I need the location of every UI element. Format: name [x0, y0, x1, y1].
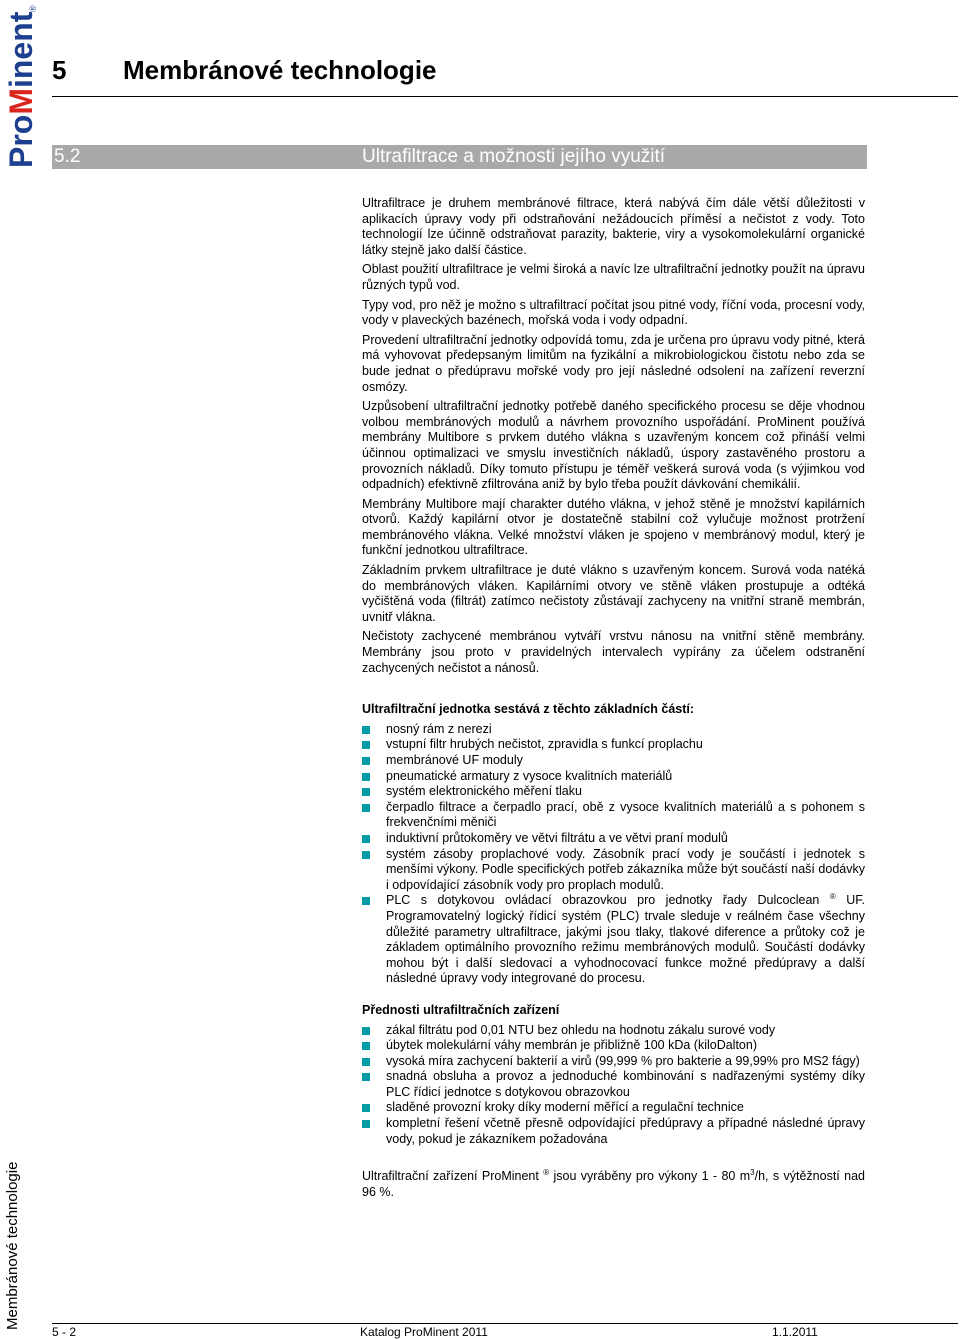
list-item: vstupní filtr hrubých nečistot, zpravidla s funkcí proplachu [362, 737, 865, 753]
square-bullet-icon [362, 773, 370, 781]
list-item: systém zásoby proplachové vody. Zásobník prací vody je součástí i jednotek s menšími výkony. Podle specifických potřeb zákazníka může být součástí naší dodávky i odpovídající zásobník vody pro proplach modulů. [362, 847, 865, 894]
list-item: sladěné provozní kroky díky moderní měřící a regulační technice [362, 1100, 865, 1116]
list-item: PLC s dotykovou ovládací obrazovkou pro jednotky řady Dulcoclean ® UF. Programovatelný logický řídicí systém (PLC) trvale sleduje v reálném čase všechny důležité parametry ultrafiltrace, jakými jsou tlaky, tlakové diference a průtoky což je základem optimálního provozního režimu membránových modulů. Součástí dodávky mohou být i další sledovací a vyhodnocovací funkce možné předúpravy a další následné úpravy vody integrované do procesu. [362, 893, 865, 987]
catalog-name: Katalog ProMinent 2011 [360, 1325, 488, 1339]
section-header-bar [52, 145, 867, 169]
components-list [362, 722, 865, 987]
list-item: pneumatické armatury z vysoce kvalitních materiálů [362, 769, 865, 785]
paragraph: Provedení ultrafiltrační jednotky odpovídá tomu, zda je určena pro úpravu vody pitné, která má vyhovovat předepsaným limitům na fyzikální a mikrobiologickou čistotu nebo zda se bude jednat o předúpravu mořské vody pro její následné odsolení na zařízení reverzní osmózy. [362, 332, 865, 394]
list-item: systém elektronického měření tlaku [362, 784, 865, 800]
prominent-logo [0, 0, 40, 170]
square-bullet-icon [362, 851, 370, 859]
square-bullet-icon [362, 788, 370, 796]
paragraph: Oblast použití ultrafiltrace je velmi široká a navíc lze ultrafiltrační jednotky použít na úpravu různých typů vod. [362, 262, 865, 292]
paragraph: Základním prvkem ultrafiltrace je duté vlákno s uzavřeným koncem. Surová voda natéká do membránových vláken. Kapilárními otvory ve stěně vláken prostupuje a odtéká vyčištěná voda (filtrát) zatímco nečistoty zůstávají zachyceny na vnitřní straně membrán, uvnitř vlákna. [362, 563, 865, 624]
square-bullet-icon [362, 1058, 370, 1066]
advantages-list [362, 1023, 865, 1148]
square-bullet-icon [362, 757, 370, 765]
square-bullet-icon [362, 741, 370, 749]
paragraph: Ultrafiltrace je druhem membránové filtrace, která nabývá čím dále větší důležitosti v aplikacích úpravy vody při odstraňování nežádoucích příměsí a nečistot z vody. Toto technologií lze účinně odstraňovat parazity, bakterie, viry a vysokomolekulární organické látky stejně jako další částice. [362, 196, 865, 257]
paragraph: Typy vod, pro něž je možno s ultrafiltrací počítat jsou pitné vody, říční voda, procesní vody, vody v plaveckých bazénech, mořská voda i vody odpadní. [362, 297, 865, 328]
square-bullet-icon [362, 1104, 370, 1112]
square-bullet-icon [362, 1120, 370, 1128]
square-bullet-icon [362, 1073, 370, 1081]
list-item: snadná obsluha a provoz a jednoduché kombinování s nadřazenými systémy díky PLC řídicí jednotce s dotykovou obrazovkou [362, 1069, 865, 1100]
paragraph: Uzpůsobení ultrafiltrační jednotky potřebě daného specifického procesu se děje vhodnou volbou membránových modulů a návrhem provozního uspořádání. ProMinent používá membrány Multibore s prvkem dutého vlákna s uzavřeným koncem což přináší velmi účinnou optimalizaci ve smyslu investičních nákladů, úspory zastavěného prostoru a provozních nákladů. Díky tomuto přístupu je téměř veškerá surová voda (s výjimkou vod odpadních) efektivně zfiltrována aniž by bylo třeba použít dávkování chemikálií. [362, 399, 865, 492]
paragraph: Membrány Multibore mají charakter dutého vlákna, v jehož stěně je množství kapilárních otvorů. Každý kapilární otvor je dostatečně stabilní což vylučuje možnost protržení membránového vlákna. Velké množství vláken je spojeno v membránový modul, který je funkční jednotkou ultrafiltrace. [362, 496, 865, 558]
chapter-title: Membránové technologie [123, 55, 437, 85]
side-chapter-label: Membránové technologie [4, 1161, 21, 1330]
header-divider [52, 96, 958, 97]
list-item: čerpadlo filtrace a čerpadlo prací, obě z vysoce kvalitních materiálů a s pohonem s frekvenčními měniči [362, 800, 865, 831]
page-number: 5 - 2 [52, 1325, 77, 1339]
list-item: úbytek molekulární váhy membrán je přibližně 100 kDa (kiloDalton) [362, 1038, 865, 1054]
square-bullet-icon [362, 1042, 370, 1050]
list-item: kompletní řešení včetně přesně odpovídající předúpravy a případné následné úpravy vody, pokud je zákazníkem požadována [362, 1116, 865, 1147]
closing-paragraph: Ultrafiltrační zařízení ProMinent ® jsou vyráběny pro výkony 1 - 80 $m^3/h$, s výtěžností nad 96 %. [362, 1168, 865, 1199]
main-content [362, 196, 865, 1204]
paragraph: Nečistoty zachycené membránou vytváří vrstvu nánosu na vnitřní stěně membrány. Membrány jsou proto v pravidelných intervalech vypírány za účelem odstranění zachycených nečistot a nánosů. [362, 629, 865, 675]
square-bullet-icon [362, 804, 370, 812]
advantages-heading: Přednosti ultrafiltračních zařízení [362, 1002, 560, 1017]
square-bullet-icon [362, 897, 370, 905]
catalog-date: 1.1.2011 [772, 1325, 818, 1339]
square-bullet-icon [362, 726, 370, 734]
components-heading: Ultrafiltrační jednotka sestává z těchto základních částí: [362, 702, 695, 717]
svg-text:ProMinent: ProMinent [3, 11, 39, 168]
list-item: induktivní průtokoměry ve větvi filtrátu a ve větvi praní modulů [362, 831, 865, 847]
square-bullet-icon [362, 1027, 370, 1035]
list-item: membránové UF moduly [362, 753, 865, 769]
list-item: vysoká míra zachycení bakterií a virů (99,999 % pro bakterie a 99,99% pro MS2 fágy) [362, 1054, 865, 1070]
list-item: nosný rám z nerezi [362, 722, 865, 738]
chapter-number: 5 [52, 55, 67, 85]
square-bullet-icon [362, 835, 370, 843]
list-item: zákal filtrátu pod 0,01 NTU bez ohledu na hodnotu zákalu surové vody [362, 1023, 865, 1039]
svg-text:®: ® [28, 5, 38, 12]
footer-divider [52, 1323, 958, 1324]
section-title: Ultrafiltrace a možnosti jejího využití [362, 146, 666, 167]
section-number: 5.2 [54, 146, 81, 167]
